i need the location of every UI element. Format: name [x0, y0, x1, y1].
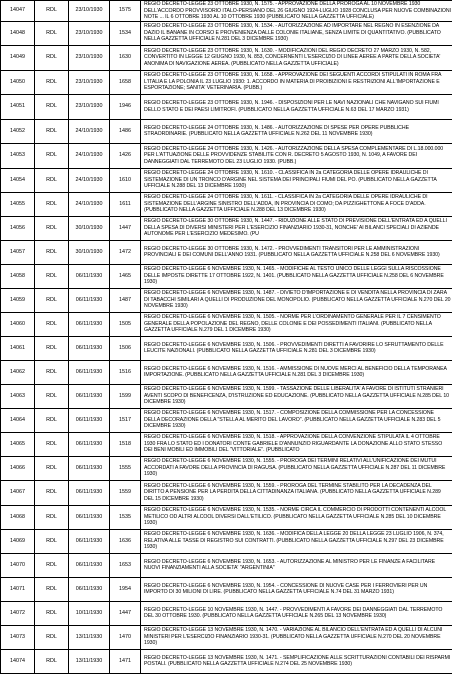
decree-number-cell: 1555 [110, 456, 141, 480]
decree-number-cell: 1470 [110, 625, 141, 649]
decree-number-cell: 1946 [110, 94, 141, 119]
record-number-cell: 14050 [1, 70, 35, 94]
decree-number-cell: 1447 [110, 601, 141, 625]
decree-number-cell: 1559 [110, 480, 141, 505]
decree-table-body [1, 1, 452, 674]
description-cell: REGIO DECRETO-LEGGE 23 OTTOBRE 1930, N. 1630. - MODIFICAZIONI DEL REGIO DECRETO 27 MARZO 1930, N. 582, CONVERTITO IN LEGGE 12 GIUGNO 1930, N. 853, CONCERNENTI L'ESERCIZIO DI LINEE AEREE A PARTE DELLA SOCIETA' ANONIMA DI NAVIGAZIONE AEREA. (PUBBLICATO NELLA GAZZETTA UFFICIALE) [141, 45, 452, 70]
decree-number-cell: 1426 [110, 143, 141, 168]
act-type-cell: RDL [35, 408, 69, 432]
description-cell: REGIO DECRETO-LEGGE 6 NOVEMBRE 1930, N. 1954. - CONCESSIONE DI NUOVE CASE PER I FERROVIERI PER UN IMPORTO DI 30 MILIONI DI LIRE. (PUBBLICATO NELLA GAZZETTA UFFICIALE N.74 DEL 31 MARZO 1931) [141, 577, 452, 601]
act-type-cell: RDL [35, 529, 69, 553]
decree-number-cell: 1447 [110, 216, 141, 240]
description-cell: REGIO DECRETO-LEGGE 6 NOVEMBRE 1930, N. 1599. - TASSAZIONE DELLE LIBERALITA' A FAVORE DI ISTITUTI STRANIERI AVENTI SCOPO DI BENEFICENZA, D'ISTRUZIONE ED EDUCAZIONE. (PUBBLICATO NELLA GAZZETTA UFFICIALE N.285 DEL 10 DICEMBRE 1930) [141, 384, 452, 408]
table-row [1, 456, 452, 480]
act-type-cell: RDL [35, 143, 69, 168]
table-row [1, 432, 452, 456]
record-number-cell: 14059 [1, 288, 35, 312]
record-number-cell: 14065 [1, 432, 35, 456]
record-number-cell: 14048 [1, 21, 35, 45]
record-number-cell: 14047 [1, 1, 35, 22]
table-row [1, 1, 452, 22]
decree-number-cell: 1611 [110, 192, 141, 216]
date-cell: 06/11/1930 [69, 360, 110, 384]
decree-number-cell: 1487 [110, 288, 141, 312]
table-row [1, 192, 452, 216]
table-row [1, 625, 452, 649]
description-cell: REGIO DECRETO-LEGGE 23 OTTOBRE 1930, N. 1534. - AUTORIZZAZIONE AD IMPORTARE NEL REGNO IN ESENZIONE DA DAZIO IL BANANE IN CORSO E PROVENIENZA DALLE COLONIE ITALIANE, SENZA LIMITE DI QUANTITATIVO. (PUBBLICATO NELLA GAZZETTA UFFICIALE N.281 DEL 3 DICEMBRE 1930) [141, 21, 452, 45]
act-type-cell: RDL [35, 312, 69, 336]
record-number-cell: 14061 [1, 336, 35, 360]
description-cell: REGIO DECRETO-LEGGE 24 OTTOBRE 1930, N. 1486. - AUTORIZZAZIONE DI SPESE PER OPERE PUBBLICHE STRAORDINARIE. (PUBBLICATO NELLA GAZZETTA UFFICIALE N.262 DEL 11 NOVEMBRE 1930) [141, 119, 452, 143]
date-cell: 06/11/1930 [69, 456, 110, 480]
act-type-cell: RDL [35, 264, 69, 288]
description-cell: REGIO DECRETO-LEGGE 6 NOVEMBRE 1930, N. 1465. - MODIFICHE AL TESTO UNICO DELLE LEGGI SULLA RISCOSSIONE DELLE IMPOSTE DIRETTE 17 OTTOBRE 1922, N. 1401. (PUBBLICATO NELLA GAZZETTA UFFICIALE N.258 DEL 6 NOVEMBRE 1930) [141, 264, 452, 288]
date-cell: 24/10/1930 [69, 192, 110, 216]
description-cell: REGIO DECRETO-LEGGE 6 NOVEMBRE 1930, N. 1636. - MODIFICA DELLA LEGGE 20 DELLA LEGGE 23 LUGLIO 1906, N. 374, RELATIVA ALLE TASSE DI REGISTRO SUI CONTRATTI. (PUBBLICATO NELLA GAZZETTA UFFICIALE N.297 DEL 23 DICEMBRE 1930) [141, 529, 452, 553]
table-row [1, 553, 452, 577]
record-number-cell: 14063 [1, 384, 35, 408]
date-cell: 23/10/1930 [69, 21, 110, 45]
decree-number-cell: 1471 [110, 649, 141, 673]
table-row [1, 143, 452, 168]
date-cell: 06/11/1930 [69, 577, 110, 601]
record-number-cell: 14055 [1, 192, 35, 216]
decree-number-cell: 1465 [110, 264, 141, 288]
record-number-cell: 14068 [1, 505, 35, 529]
decree-number-cell: 1506 [110, 336, 141, 360]
act-type-cell: RDL [35, 336, 69, 360]
table-row [1, 168, 452, 192]
decree-number-cell: 1636 [110, 529, 141, 553]
act-type-cell: RDL [35, 94, 69, 119]
description-cell: REGIO DECRETO-LEGGE 6 NOVEMBRE 1930, N. 1559. - PROROGA DEL TERMINE STABILITO PER LA DECADENZA DEL DIRITTO A PENSIONE PER LA PERDITA DELLA CITTADINANZA ITALIANA. (PUBBLICATO NELLA GAZZETTA UFFICIALE N.289 DEL 15 DICEMBRE 1930) [141, 480, 452, 505]
description-cell: REGIO DECRETO-LEGGE 6 NOVEMBRE 1930, N. 1555. - PROROGA DEI TERMINI RELATIVI ALL'UNIFICAZIONE DEI MUTUI ACCORDATI A FAVORE DELLA PROVINCIA DI RAGUSA. (PUBBLICATO NELLA GAZZETTA UFFICIALE N.287 DEL 11 DICEMBRE 1930) [141, 456, 452, 480]
table-row [1, 70, 452, 94]
table-row [1, 21, 452, 45]
act-type-cell: RDL [35, 456, 69, 480]
record-number-cell: 14064 [1, 408, 35, 432]
description-cell: REGIO DECRETO-LEGGE 6 NOVEMBRE 1930, N. 1535. - NORME CIRCA IL COMMERCIO DI PRODOTTI CONTENENTI ALCOOL METILICO OD ALTRI ALCOOL DIVERSI DALL'ETILICO. (PUBBLICATO NELLA GAZZETTA UFFICIALE N.285 DEL 10 DICEMBRE 1930) [141, 505, 452, 529]
act-type-cell: RDL [35, 625, 69, 649]
record-number-cell: 14051 [1, 94, 35, 119]
decree-number-cell: 1517 [110, 408, 141, 432]
date-cell: 06/11/1930 [69, 336, 110, 360]
decree-number-cell: 1516 [110, 360, 141, 384]
description-cell: REGIO DECRETO-LEGGE 24 OTTOBRE 1930, N. 1611. - CLASSIFICA IN 2a CATEGORIA DELLE OPERE IDRAULICHE DI SISTEMAZIONE DELL'ARGINE SINISTRO DELL'ADDA, IN PROVINCIA DI COMO; DA PIZZIGHETTONE A FOCE D'ADDA. (PUBBLICATO NELLA GAZZETTA UFFICIALE N.288 DEL 13 DICEMBRE 1930) [141, 192, 452, 216]
date-cell: 06/11/1930 [69, 529, 110, 553]
record-number-cell: 14053 [1, 143, 35, 168]
description-cell: REGIO DECRETO-LEGGE 24 OTTOBRE 1930, N. 1610. - CLASSIFICA IN 2a CATEGORIA DELLE OPERE IDRAULICHE DI SISTEMAZIONE DI UN TRONCO D'ARGINE NEL SISTEMA DEI PRINCIPALI FIUMI DEL PO. (PUBBLICATO NELLA GAZZETTA UFFICIALE N.288 DEL 13 DICEMBRE 1930) [141, 168, 452, 192]
act-type-cell: RDL [35, 168, 69, 192]
date-cell: 30/10/1930 [69, 240, 110, 264]
act-type-cell: RDL [35, 384, 69, 408]
description-cell: REGIO DECRETO-LEGGE 24 OTTOBRE 1930, N. 1426. - AUTORIZZAZIONE DELLA SPESA COMPLEMENTARE DI L.18.000.000 PER L'ATTUAZIONE DELLE PROVVIDENZE STABILITE CON R. DECRETO 5 AGOSTO 1930, N. 1049, A FAVORE DEI DANNEGGIATI DAL TERREMOTO DEL 23 LUGLIO 1930. (PUBB.) [141, 143, 452, 168]
table-row [1, 529, 452, 553]
date-cell: 23/10/1930 [69, 1, 110, 22]
date-cell: 24/10/1930 [69, 168, 110, 192]
decree-number-cell: 1653 [110, 553, 141, 577]
table-row [1, 601, 452, 625]
decree-number-cell: 1505 [110, 312, 141, 336]
description-cell: REGIO DECRETO-LEGGE 10 NOVEMBRE 1930, N. 1447. - PROVVEDIMENTI A FAVORE DEI DANNEGGIATI DAL TERREMOTO DEL 30 OTTOBRE 1930. (PUBBLICATO NELLA GAZZETTA UFFICIALE N.265 DEL 13 NOVEMBRE 1930) [141, 601, 452, 625]
table-row [1, 264, 452, 288]
record-number-cell: 14057 [1, 240, 35, 264]
description-cell: REGIO DECRETO-LEGGE 23 OTTOBRE 1930, N. 1575. - APPROVAZIONE DELLA PROROGA AL 10 NOVEMBRE 1930 DELL'ACCORDO PROVVISORIO ITALO-PERSIANO DEL 26 GIUGNO 1924-LUGLIO 1928 CONCLUSA PER NUOVE COMBINAZIONI NOTE ... IL 6 OTTOBRE 1930 AL 10 OTTOBRE 1930 (PUBBLICATO NELLA GAZZETTA UFFICIALE) [141, 1, 452, 22]
table-row [1, 216, 452, 240]
act-type-cell: RDL [35, 553, 69, 577]
date-cell: 13/11/1930 [69, 649, 110, 673]
decree-number-cell: 1610 [110, 168, 141, 192]
record-number-cell: 14070 [1, 553, 35, 577]
record-number-cell: 14058 [1, 264, 35, 288]
description-cell: REGIO DECRETO-LEGGE 6 NOVEMBRE 1930, N. 1505. - NORME PER L'ORDINAMENTO GENERALE PER IL 7 CENSIMENTO GENERALE DELLA POPOLAZIONE DEL REGNO, DELLE COLONIE E DEI POSSEDIMENTI ITALIANI. (PUBBLICATO NELLA GAZZETTA UFFICIALE N.279 DEL 1 DICEMBRE 1930) [141, 312, 452, 336]
record-number-cell: 14071 [1, 577, 35, 601]
description-cell: REGIO DECRETO-LEGGE 13 NOVEMBRE 1930, N. 1470. - VARIAZIONE AL BILANCIO DELL'ENTRATA ED A QUELLI DI ALCUNI MINISTERI PER L'ESERCIZIO FINANZIARIO 1930-31. (PUBBLICATO NELLA GAZZETTA UFFICIALE N.270 DEL 20 NOVEMBRE 1930) [141, 625, 452, 649]
act-type-cell: RDL [35, 119, 69, 143]
description-cell: REGIO DECRETO-LEGGE 6 NOVEMBRE 1930, N. 1487. - DIVIETO D'IMPORTAZIONE E DI VENDITA NELLA PROVINCIA DI ZARA DI TABACCHI SIMILARI A QUELLI DI PRODUZIONE DEL MONOPOLIO. (PUBBLICATO NELLA GAZZETTA UFFICIALE N.270 DEL 20 NOVEMBRE 1930) [141, 288, 452, 312]
record-number-cell: 14060 [1, 312, 35, 336]
table-row [1, 360, 452, 384]
table-row [1, 45, 452, 70]
act-type-cell: RDL [35, 480, 69, 505]
record-number-cell: 14066 [1, 456, 35, 480]
act-type-cell: RDL [35, 601, 69, 625]
record-number-cell: 14062 [1, 360, 35, 384]
act-type-cell: RDL [35, 216, 69, 240]
record-number-cell: 14072 [1, 601, 35, 625]
date-cell: 06/11/1930 [69, 288, 110, 312]
decree-number-cell: 1954 [110, 577, 141, 601]
date-cell: 06/11/1930 [69, 312, 110, 336]
act-type-cell: RDL [35, 505, 69, 529]
act-type-cell: RDL [35, 1, 69, 22]
act-type-cell: RDL [35, 360, 69, 384]
table-row [1, 240, 452, 264]
date-cell: 06/11/1930 [69, 505, 110, 529]
act-type-cell: RDL [35, 45, 69, 70]
act-type-cell: RDL [35, 240, 69, 264]
table-row [1, 505, 452, 529]
date-cell: 23/10/1930 [69, 70, 110, 94]
table-row [1, 577, 452, 601]
description-cell: REGIO DECRETO-LEGGE 13 NOVEMBRE 1930, N. 1471. - SEMPLIFICAZIONE ALLE SCRITTURAZIONI CONTABILI DEI RISPARMI POSTALI. (PUBBLICATO NELLA GAZZETTA UFFICIALE N.274 DEL 25 NOVEMBRE 1930) [141, 649, 452, 673]
decree-number-cell: 1658 [110, 70, 141, 94]
date-cell: 24/10/1930 [69, 143, 110, 168]
decree-number-cell: 1535 [110, 505, 141, 529]
act-type-cell: RDL [35, 288, 69, 312]
date-cell: 06/11/1930 [69, 553, 110, 577]
date-cell: 23/10/1930 [69, 94, 110, 119]
table-row [1, 480, 452, 505]
table-row [1, 94, 452, 119]
act-type-cell: RDL [35, 577, 69, 601]
decree-number-cell: 1534 [110, 21, 141, 45]
date-cell: 06/11/1930 [69, 408, 110, 432]
table-row [1, 312, 452, 336]
record-number-cell: 14069 [1, 529, 35, 553]
description-cell: REGIO DECRETO-LEGGE 6 NOVEMBRE 1930, N. 1516. - AMMISSIONE DI NUOVE MERCI AL BENEFICIO DELLA TEMPORANEA IMPORTAZIONE. (PUBBLICATO NELLA GAZZETTA UFFICIALE N.281 DEL 3 DICEMBRE 1930) [141, 360, 452, 384]
table-row [1, 649, 452, 673]
decree-number-cell: 1486 [110, 119, 141, 143]
decree-number-cell: 1518 [110, 432, 141, 456]
record-number-cell: 14073 [1, 625, 35, 649]
description-cell: REGIO DECRETO-LEGGE 23 OTTOBRE 1930, N. 1946. - DISPOSIZIONI PER LE NAVI NAZIONALI CHE NAVIGANO SUI FIUMI DELLO STATO E DEI PAESI LIMITROFI. (PUBBLICATO NELLA GAZZETTA UFFICIALE N.63 DEL 17 MARZO 1931) [141, 94, 452, 119]
table-row [1, 119, 452, 143]
date-cell: 06/11/1930 [69, 432, 110, 456]
decree-number-cell: 1630 [110, 45, 141, 70]
record-number-cell: 14067 [1, 480, 35, 505]
date-cell: 24/10/1930 [69, 119, 110, 143]
record-number-cell: 14052 [1, 119, 35, 143]
table-row [1, 384, 452, 408]
table-row [1, 336, 452, 360]
description-cell: REGIO DECRETO-LEGGE 23 OTTOBRE 1930, N. 1658. - APPROVAZIONE DEI SEGUENTI ACCORDI STIPULATI IN ROMA FRA L'ITALIA E LA POLONIA IL 23 LUGLIO 1930: 1. ACCORDO IN MATERIA DI PROIBIZIONI E RESTRIZIONI ALL'IMPORTAZIONE E ESPORTAZIONE; SANITA' VETERINARIA. (PUBB.) [141, 70, 452, 94]
table-row [1, 288, 452, 312]
record-number-cell: 14056 [1, 216, 35, 240]
record-number-cell: 14049 [1, 45, 35, 70]
date-cell: 30/10/1930 [69, 216, 110, 240]
description-cell: REGIO DECRETO-LEGGE 6 NOVEMBRE 1930, N. 1517. - COMPOSIZIONE DELLA COMMISSIONE PER LA CONCESSIONE DELLA DECORAZIONE DELLA "STELLA AL MERITO DEL LAVORO". (PUBBLICATO NELLA GAZZETTA UFFICIALE N.283 DEL 5 DICEMBRE 1930) [141, 408, 452, 432]
act-type-cell: RDL [35, 649, 69, 673]
table-row [1, 408, 452, 432]
decree-number-cell: 1599 [110, 384, 141, 408]
date-cell: 10/11/1930 [69, 601, 110, 625]
description-cell: REGIO DECRETO-LEGGE 6 NOVEMBRE 1930, N. 1506. - PROVVEDIMENTI DIRETTI A FAVORIRE LO SFRUTTAMENTO DELLE LEUCITE NAZIONALI. (PUBBLICATO NELLA GAZZETTA UFFICIALE N.281 DEL 3 DICEMBRE 1930) [141, 336, 452, 360]
description-cell: REGIO DECRETO-LEGGE 6 NOVEMBRE 1930, N. 1653. - AUTORIZZAZIONE AL MINISTRO PER LE FINANZE A FACILITARE NUOVI FINANZIAMENTI ALLA SOCIETA' "ARGENTINIA" [141, 553, 452, 577]
act-type-cell: RDL [35, 70, 69, 94]
date-cell: 06/11/1930 [69, 384, 110, 408]
description-cell: REGIO DECRETO-LEGGE 30 OTTOBRE 1930, N. 1447. - RIDUZIONE ALLE STATO DI PREVISIONE DELL'ENTRATA ED A QUELLI DELLA SPESA DI DIVERSI MINISTERI PER L'ESERCIZIO FINANZIARIO 1930-31, NONCHE' AI BILANCI SPECIALI DI AZIENDE AUTONOME PER L'ESERCIZIO MEDESIMO. (PU [141, 216, 452, 240]
date-cell: 06/11/1930 [69, 480, 110, 505]
record-number-cell: 14054 [1, 168, 35, 192]
date-cell: 13/11/1930 [69, 625, 110, 649]
description-cell: REGIO DECRETO-LEGGE 6 NOVEMBRE 1930, N. 1518. - APPROVAZIONE DELLA CONVENZIONE STIPULATA IL 4 OTTOBRE 1930 FRA LO STATO ED I DONATORI CONTE GABRIELE D'ANNUNZIO RIGUARDANTE LA DONAZIONE ALLO STATO STESSO DEI BENI MOBILI ED IMMOBILI DEL "VITTORIALE". (PUBBLICATO [141, 432, 452, 456]
act-type-cell: RDL [35, 21, 69, 45]
description-cell: REGIO DECRETO-LEGGE 30 OTTOBRE 1930, N. 1472. - PROVVEDIMENTI TRANSITORI PER LE AMMINISTRAZIONI PROVINCIALI E DEI COMUNI DELL'ANNO 1931. (PUBBLICATO NELLA GAZZETTA UFFICIALE N.258 DEL 6 NOVEMBRE 1930) [141, 240, 452, 264]
act-type-cell: RDL [35, 192, 69, 216]
date-cell: 06/11/1930 [69, 264, 110, 288]
decree-number-cell: 1472 [110, 240, 141, 264]
act-type-cell: RDL [35, 432, 69, 456]
decree-number-cell: 1575 [110, 1, 141, 22]
record-number-cell: 14074 [1, 649, 35, 673]
date-cell: 23/10/1930 [69, 45, 110, 70]
